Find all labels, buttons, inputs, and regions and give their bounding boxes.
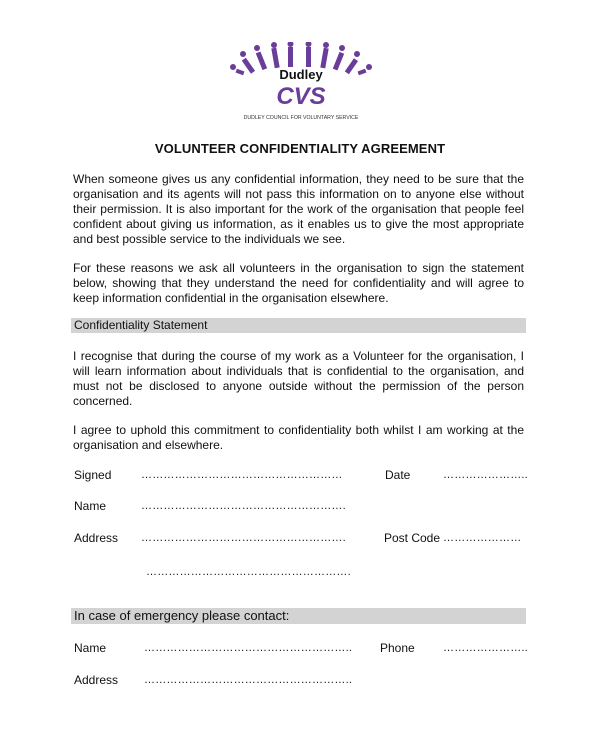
statement-paragraph-2: I agree to uphold this commitment to confidentiality both whilst I am working at the organisation and elsewhere.	[73, 423, 524, 452]
signed-field[interactable]: ………………………………………………	[141, 469, 343, 481]
name-field[interactable]: ……………………………………………….	[141, 500, 346, 512]
logo-subtitle: DUDLEY COUNCIL FOR VOLUNTARY SERVICE	[243, 115, 359, 121]
logo-acronym: CVS	[276, 83, 326, 110]
emergency-address-label: Address	[74, 673, 119, 687]
intro-paragraph-2: For these reasons we ask all volunteers in the organisation to sign the statement below, showing that they understand the need for confidentiality and will agree to keep information confidential in the organisation elsewhere.	[73, 261, 524, 305]
address-field[interactable]: ……………………………………………….	[141, 532, 346, 544]
emergency-phone-label: Phone	[380, 641, 415, 655]
emergency-phone-field[interactable]: …………………..	[443, 642, 528, 654]
address-label: Address	[74, 531, 119, 545]
logo-top-word: Dudley	[279, 67, 323, 82]
page-title: VOLUNTEER CONFIDENTIALITY AGREEMENT	[154, 141, 446, 156]
emergency-name-field[interactable]: ………………………………………………..	[144, 642, 353, 654]
date-field[interactable]: …………………..	[443, 469, 528, 481]
dudley-cvs-logo	[226, 42, 376, 122]
emergency-heading: In case of emergency please contact:	[71, 608, 526, 624]
signed-label: Signed	[74, 468, 112, 482]
address-line-2-field[interactable]: ……………………………………………….	[146, 566, 351, 578]
emergency-address-field[interactable]: ………………………………………………..	[144, 674, 353, 686]
postcode-field[interactable]: …………………	[443, 532, 522, 544]
intro-paragraph-1: When someone gives us any confidential information, they need to be sure that the organisation and its agents will not pass this information on to anyone else without their permission. It is also important for the work of the organisation that people feel confident about giving us information, as it enables us to give the most appropriate and best possible service to the individuals we see.	[73, 172, 524, 246]
date-label: Date	[385, 468, 411, 482]
statement-heading: Confidentiality Statement	[71, 318, 526, 333]
emergency-name-label: Name	[74, 641, 107, 655]
postcode-label: Post Code	[384, 531, 441, 545]
statement-paragraph-1: I recognise that during the course of my work as a Volunteer for the organisation, I will learn information about individuals that is confidential to the organisation, and must not be disclosed to anyone outside without the permission of the person concerned.	[73, 349, 524, 408]
name-label: Name	[74, 499, 107, 513]
logo-sunburst-icon	[226, 42, 376, 122]
